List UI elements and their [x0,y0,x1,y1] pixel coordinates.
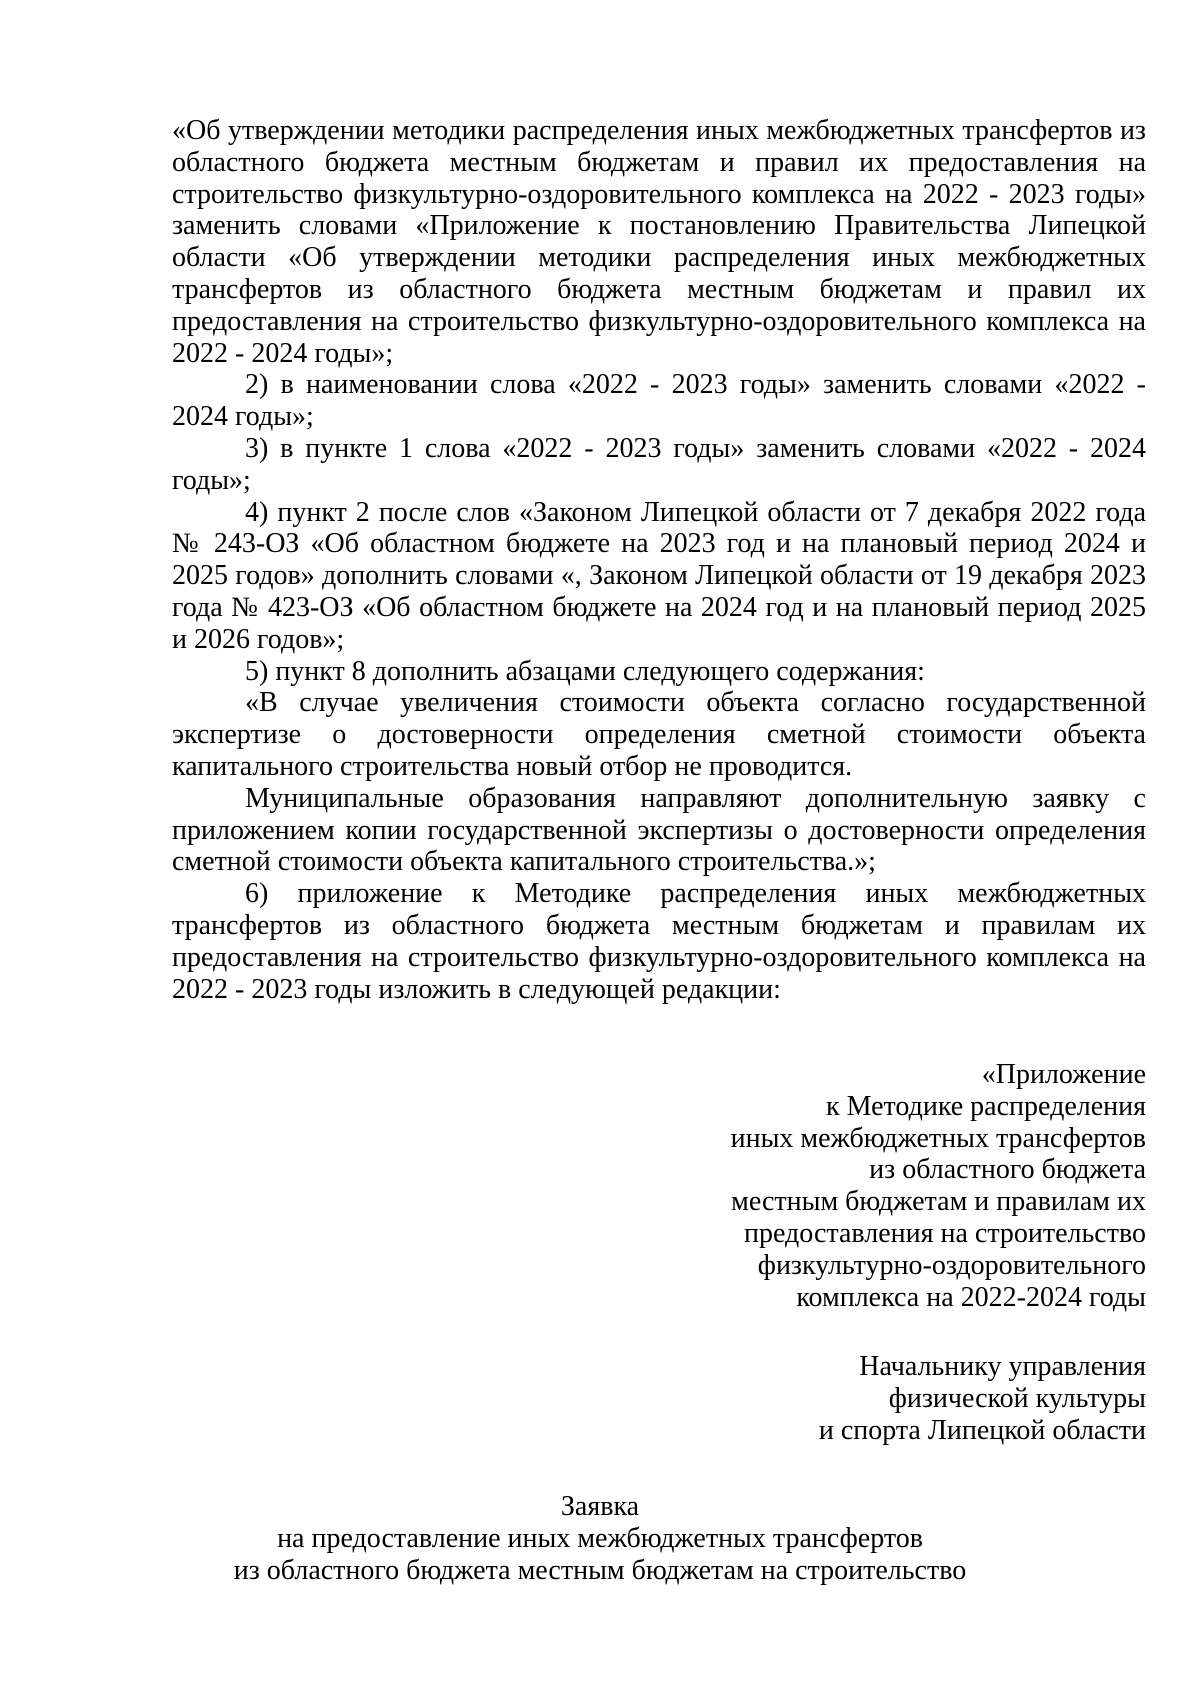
paragraph-item-3: 3) в пункте 1 слова «2022 - 2023 годы» заменить словами «2022 - 2024 годы»; [172,432,1146,496]
addressee-line: Начальнику управления [859,1351,1146,1382]
request-title [0,1491,1200,1586]
paragraph-item-2: 2) в наименовании слова «2022 - 2023 годы» заменить словами «2022 - 2024 годы»; [172,369,1146,433]
appendix-header [731,1059,1146,1313]
paragraph-item-5: 5) пункт 8 дополнить абзацами следующего содержания: [245,655,925,687]
appendix-line: к Методике распределения [825,1090,1146,1122]
appendix-line: иных межбюджетных трансфертов [730,1122,1146,1154]
appendix-line: из областного бюджета [869,1154,1146,1186]
addressee-line: физической культуры [888,1382,1146,1414]
paragraph-title-replacement: «Об утверждении методики распределения иных межбюджетных трансфертов из областного бюджета местным бюджетам и правил их предоставления на строительство физкультурно-оздоровительного комплекса на 2022 - 2023 годы» заменить словами «Приложение к постановлению Правительства Липецкой области «Об утверждении методики распределения иных межбюджетных трансфертов из областного бюджета местным бюджетам и правил их предоставления на строительство физкультурно-оздоровительного комплекса на 2022 - 2024 годы»; [172,115,1146,369]
request-title-heading: Заявка [560,1491,640,1522]
appendix-line: местным бюджетам и правилам их [731,1186,1146,1218]
request-title-line: на предоставление иных межбюджетных трансфертов [277,1522,923,1554]
appendix-line: физкультурно-оздоровительного [757,1249,1146,1281]
addressee-block [819,1351,1146,1446]
appendix-line: «Приложение [981,1059,1146,1090]
addressee-line: и спорта Липецкой области [818,1414,1146,1446]
paragraph-item-4: 4) пункт 2 после слов «Законом Липецкой области от 7 декабря 2022 года № 243-ОЗ «Об областном бюджете на 2023 год и на плановый период 2024 и 2025 годов» дополнить словами «, Законом Липецкой области от 19 декабря 2023 года № 423-ОЗ «Об областном бюджете на 2024 год и на плановый период 2025 и 2026 годов»; [172,496,1146,655]
paragraph-quote-1: «В случае увеличения стоимости объекта согласно государственной экспертизе о достоверности определения сметной стоимости объекта капитального строительства новый отбор не проводится. [172,687,1146,782]
paragraph-quote-2: Муниципальные образования направляют дополнительную заявку с приложением копии государственной экспертизы о достоверности определения сметной стоимости объекта капитального строительства.»; [172,782,1146,878]
request-title-line: из областного бюджета местным бюджетам на строительство [233,1554,967,1586]
appendix-line: предоставления на строительство [743,1217,1146,1249]
appendix-line: комплекса на 2022-2024 годы [796,1281,1146,1313]
paragraph-item-6: 6) приложение к Методике распределения иных межбюджетных трансфертов из областного бюджета местным бюджетам и правилам их предоставления на строительство физкультурно-оздоровительного комплекса на 2022 - 2023 годы изложить в следующей редакции: [172,878,1146,1005]
amendment-text [172,115,1146,1005]
